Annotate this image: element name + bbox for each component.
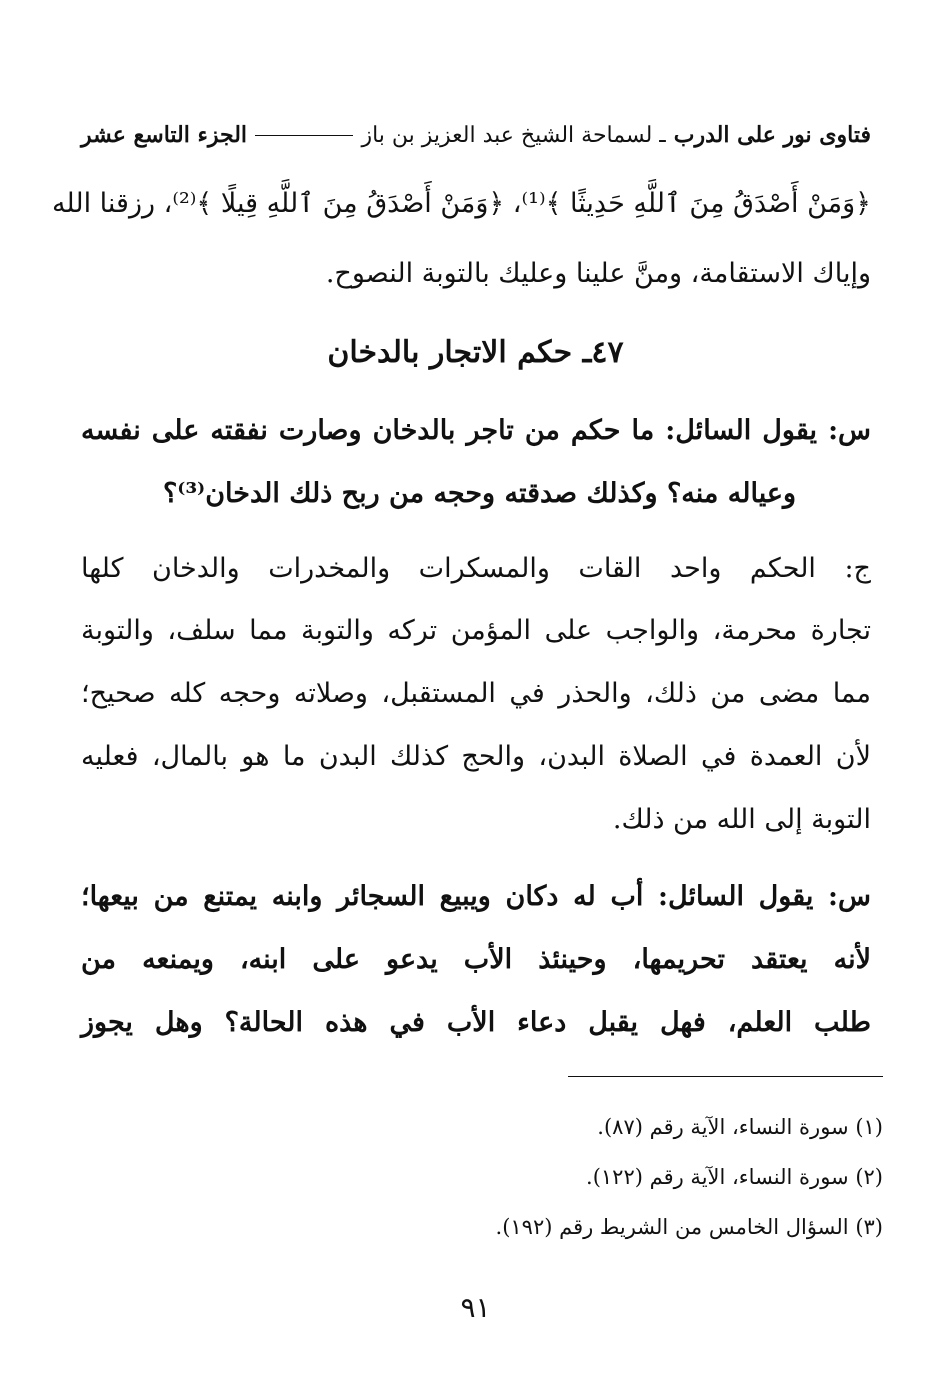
intro-line: وإياك الاستقامة، ومنَّ علينا وعليك بالتوبة النصوح. [325,258,871,289]
answer-line: مما مضى من ذلك، والحذر في المستقبل، وصلاته وحجه كله صحيح؛ [81,678,871,709]
question-line: س: يقول السائل: أب له دكان ويبيع السجائر وابنه يمتنع من بيعها؛ [81,881,871,912]
author-name: ـ لسماحة الشيخ عبد العزيز بن باز [361,123,666,148]
answer-line: تجارة محرمة، والواجب على المؤمن تركه والتوبة مما سلف، والتوبة [81,615,871,646]
answer-line: لأن العمدة في الصلاة البدن، والحج كذلك البدن ما هو بالمال، فعليه [81,741,871,772]
book-title: فتاوى نور على الدرب [673,122,871,148]
answer-line: التوبة إلى الله من ذلك. [612,804,871,835]
volume-label: الجزء التاسع عشر [81,122,248,148]
running-header [81,122,871,148]
footnote: (٣) السؤال الخامس من الشريط رقم (١٩٢). [495,1215,883,1239]
footnote: (١) سورة النساء، الآية رقم (٨٧). [597,1115,883,1139]
section-title: ٤٧ـ حكم الاتجار بالدخان [327,335,624,370]
question-line: لأنه يعتقد تحريمها، وحينئذ الأب يدعو على ابنه، ويمنعه من [81,944,871,975]
footnote-separator [568,1076,883,1077]
answer-line: ج: الحكم واحد القات والمسكرات والمخدرات والدخان كلها [81,553,871,584]
header-rule [255,135,353,136]
question-line: س: يقول السائل: ما حكم من تاجر بالدخان وصارت نفقته على نفسه [81,415,871,446]
question-line: طلب العلم، فهل يقبل دعاء الأب في هذه الحالة؟ وهل يجوز [81,1007,871,1038]
question-line: وعياله منه؟ وكذلك صدقته وحجه من ربح ذلك الدخان⁽³⁾؟ [162,478,796,509]
footnote: (٢) سورة النساء، الآية رقم (١٢٢). [586,1165,883,1189]
page-number: ٩١ [460,1291,491,1324]
intro-line: ﴿وَمَنْ أَصْدَقُ مِنَ ٱللَّهِ حَدِيثًا ﴾⁽¹⁾، ﴿وَمَنْ أَصْدَقُ مِنَ ٱللَّهِ قِيلًا ﴾⁽²⁾، رزقنا الله [51,188,871,219]
